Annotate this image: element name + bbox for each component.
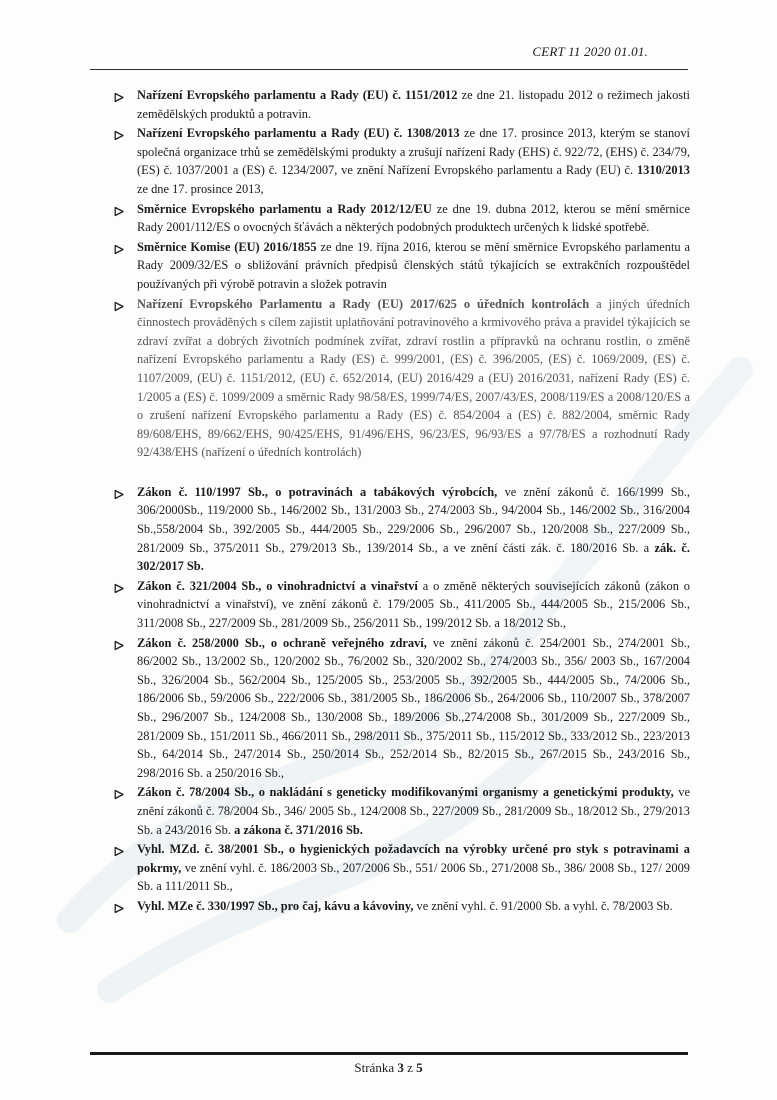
- footer-rule: [90, 1052, 688, 1055]
- list-item: [114, 124, 690, 198]
- item-text: [137, 88, 690, 121]
- item-text: [137, 785, 690, 836]
- arrow-bullet-icon: [114, 242, 125, 253]
- item-text: [137, 899, 673, 913]
- list-item: [114, 840, 690, 896]
- item-text: [137, 579, 690, 630]
- arrow-bullet-icon: [114, 638, 125, 649]
- list-item: [114, 483, 690, 576]
- item-text-bold: Zákon č. 321/2004 Sb., o vinohradnictví a vinařství: [137, 578, 418, 593]
- item-text-bold: Směrnice Komise (EU) 2016/1855: [137, 239, 317, 254]
- page-footer: [0, 1052, 777, 1076]
- item-text-bold: Zákon č. 258/2000 Sb., o ochraně veřejného zdraví,: [137, 635, 427, 650]
- item-text: [137, 297, 690, 460]
- page-number-total: 5: [416, 1060, 423, 1075]
- header-rule: [90, 69, 688, 70]
- item-text: [137, 126, 690, 196]
- item-text-regular: a jiných úředních činnostech prováděných s cílem zajistit uplatňování potravinového a krmivového práva a pravidel týkajících se zdraví zvířat a dobrých životních podmínek zvířat, zdraví rostlin a přípravků na ochranu rostlin, o změně nařízení Evropského parlamentu a Rady (ES) č. 999/2001, (ES) č. 396/2005, (ES) č. 1069/2009, (ES) č. 1107/2009, (EU) č. 1151/2012, (EU) č. 652/2014, (EU) 2016/429 a (EU) 2016/2031, nařízení Rady (ES) č. 1/2005 a (ES) č. 1099/2009 a směrnic Rady 98/58/ES, 1999/74/ES, 2007/43/ES, 2008/119/ES a 2008/120/ES a o zrušení nařízení Evropského parlamentu a Rady (ES) č. 854/2004 a (ES) č. 882/2004, směrnic Rady 89/608/EHS, 89/662/EHS, 90/425/EHS, 91/496/EHS, 96/23/ES, 96/93/ES a 97/78/ES a rozhodnutí Rady 92/438/EHS (nařízení o úředních kontrolách): [137, 296, 690, 460]
- item-text-regular: a o změně některých souvisejících zákonů (zákon o vinohradnictví a vinařství), ve znění zákonů č. 179/2005 Sb., 411/2005 Sb., 444/2005 Sb., 215/2006 Sb., 311/2008 Sb., 227/2009 Sb., 281/2009 Sb., 256/2011 Sb., 199/2012 Sb. a 18/2012 Sb.,: [137, 578, 690, 631]
- arrow-bullet-icon: [114, 787, 125, 798]
- arrow-bullet-icon: [114, 581, 125, 592]
- item-text-bold: zák. č. 302/2017 Sb.: [137, 540, 690, 574]
- item-text-bold: 1310/2013: [636, 163, 690, 178]
- item-text: [137, 240, 690, 291]
- list-item: [114, 238, 690, 294]
- item-text-regular: ve znění vyhl. č. 91/2000 Sb. a vyhl. č. 78/2003 Sb.: [413, 898, 673, 913]
- list-item: [114, 295, 690, 462]
- item-text-regular: ze dne 17. prosince 2013,: [137, 181, 264, 196]
- list-item: [114, 86, 690, 123]
- arrow-bullet-icon: [114, 90, 125, 101]
- item-text-regular: ze dne 17. prosince 2013, kterým se stanoví společná organizace trhů se zemědělskými produkty a zrušují nařízení Rady (EHS) č. 922/72, (EHS) č. 234/79, (ES) č. 1037/2001 a (ES) č. 1234/2007, ve znění Nařízení Evropského parlamentu a Rady (EU) č.: [137, 126, 691, 178]
- item-text-bold: Zákon č. 78/2004 Sb., o nakládání s geneticky modifikovanými organismy a genetickými produkty,: [137, 785, 674, 800]
- page-number-of: z: [407, 1060, 413, 1075]
- item-text-bold: Vyhl. MZd. č. 38/2001 Sb., o hygienických požadavcích na výrobky určené pro styk s potravinami a pokrmy,: [137, 842, 690, 875]
- item-text-bold: Nařízení Evropského parlamentu a Rady (EU) č. 1151/2012: [137, 88, 458, 102]
- item-text-regular: ve znění zákonů č. 166/1999 Sb., 306/2000Sb., 119/2000 Sb., 146/2002 Sb., 131/2003 Sb., 274/2003 Sb., 94/2004 Sb., 146/2002 Sb., 316/2004 Sb.,558/2004 Sb., 392/2005 Sb., 444/2005 Sb., 229/2006 Sb., 296/2007 Sb., 120/2008 Sb., 227/2009 Sb., 281/2009 Sb., 375/2011 Sb., 279/2013 Sb., 139/2014 Sb., a ve znění části zák. č. 180/2016 Sb. a: [137, 484, 690, 555]
- regulation-list: [114, 86, 690, 977]
- item-text-bold: Nařízení Evropského Parlamentu a Rady (EU) 2017/625 o úředních kontrolách: [137, 296, 590, 311]
- list-item: [114, 634, 690, 783]
- item-text: [137, 842, 690, 893]
- item-text: [137, 636, 690, 780]
- arrow-bullet-icon: [114, 204, 125, 215]
- item-text: [137, 202, 690, 235]
- arrow-bullet-icon: [114, 844, 125, 855]
- item-text-regular: ze dne 19. dubna 2012, kterou se mění směrnice Rady 2001/112/ES o ovocných šťávách a některých podobných produktech určených k lidské spotřebě.: [137, 201, 690, 235]
- arrow-bullet-icon: [114, 128, 125, 139]
- item-text-regular: ve znění zákonů č. 78/2004 Sb., 346/ 2005 Sb., 124/2008 Sb., 227/2009 Sb., 281/2009 Sb., 18/2012 Sb., 279/2013 Sb. a 243/2016 Sb.: [137, 785, 690, 837]
- item-text-regular: ze dne 19. října 2016, kterou se mění směrnice Evropského parlamentu a Rady 2009/32/ES o sbližování právních předpisů členských států týkajících se extrakčních rozpouštědel používaných při výrobě potravin a složek potravin: [137, 239, 690, 291]
- header-reference: CERT 11 2020 01.01.: [532, 44, 648, 59]
- item-text-regular: ve znění vyhl. č. 186/2003 Sb., 207/2006 Sb., 551/ 2006 Sb., 271/2008 Sb., 386/ 2008 Sb., 127/ 2009 Sb. a 111/2011 Sb.,: [137, 860, 690, 894]
- item-text-bold: Směrnice Evropského parlamentu a Rady 2012/12/EU: [137, 201, 432, 216]
- arrow-bullet-icon: [114, 299, 125, 310]
- list-item: [114, 897, 690, 916]
- item-text: [137, 485, 690, 573]
- arrow-bullet-icon: [114, 487, 125, 498]
- arrow-bullet-icon: [114, 901, 125, 912]
- item-text-bold: Zákon č. 110/1997 Sb., o potravinách a tabákových výrobcích,: [137, 484, 498, 499]
- item-text-regular: ve znění zákonů č. 254/2001 Sb., 274/2001 Sb., 86/2002 Sb., 13/2002 Sb., 120/2002 Sb., 76/2002 Sb., 320/2002 Sb., 274/2003 Sb., 356/ 2003 Sb., 167/2004 Sb., 326/2004 Sb., 562/2004 Sb., 125/2005 Sb., 253/2005 Sb., 392/2005 Sb., 444/2005 Sb., 74/2006 Sb., 186/2006 Sb., 59/2006 Sb., 222/2006 Sb., 381/2005 Sb., 186/2006 Sb., 264/2006 Sb., 110/2007 Sb., 378/2007 Sb., 296/2007 Sb., 124/2008 Sb., 130/2008 Sb., 189/2006 Sb.,274/2008 Sb., 301/2009 Sb., 227/2009 Sb., 281/2009 Sb., 151/2011 Sb., 466/2011 Sb., 298/2011 Sb., 375/2011 Sb., 115/2012 Sb., 333/2012 Sb., 223/2013 Sb., 64/2014 Sb., 247/2014 Sb., 250/2014 Sb., 252/2014 Sb., 82/2015 Sb., 267/2015 Sb., 243/2016 Sb., 298/2016 Sb. a 250/2016 Sb.,: [137, 635, 690, 780]
- list-item: [114, 200, 690, 237]
- page-number: [0, 1060, 777, 1076]
- item-text-regular: ze dne 21. listopadu 2012 o režimech jakosti zemědělských produktů a potravin.: [137, 88, 690, 121]
- page-number-label: Stránka: [354, 1060, 395, 1075]
- page-number-current: 3: [397, 1060, 404, 1075]
- list-item: [114, 577, 690, 633]
- item-text-bold: Nařízení Evropského parlamentu a Rady (EU) č. 1308/2013: [137, 126, 460, 141]
- list-item: [114, 783, 690, 839]
- item-text-bold: a zákona č. 371/2016 Sb.: [234, 822, 363, 837]
- item-text-bold: Vyhl. MZe č. 330/1997 Sb., pro čaj, kávu a kávoviny,: [137, 898, 414, 913]
